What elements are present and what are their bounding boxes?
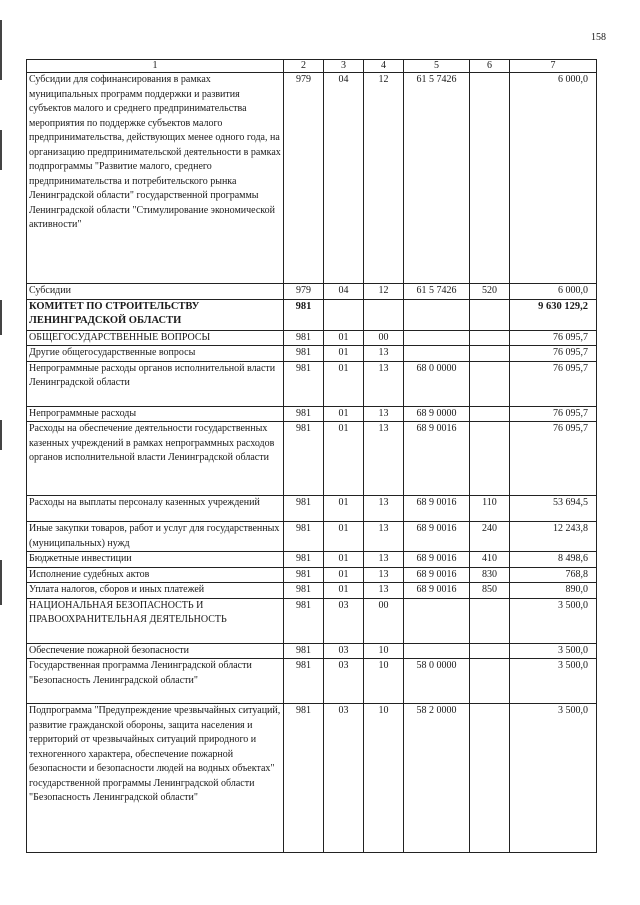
row-target-article: 68 9 0016 xyxy=(404,552,470,568)
row-expense-type xyxy=(470,330,510,346)
row-name: Расходы на обеспечение деятельности государственных казенных учреждений в рамках непрограммных расходов органов исполнительной власти Ленинградской области xyxy=(27,422,284,496)
row-subsection: 00 xyxy=(364,598,404,643)
row-grbs: 981 xyxy=(284,659,324,704)
row-sum: 890,0 xyxy=(510,583,597,599)
row-target-article: 58 0 0000 xyxy=(404,659,470,704)
row-expense-type xyxy=(470,659,510,704)
row-name: Государственная программа Ленинградской области "Безопасность Ленинградской области" xyxy=(27,659,284,704)
row-grbs: 981 xyxy=(284,522,324,552)
row-expense-type xyxy=(470,406,510,422)
row-section: 01 xyxy=(324,583,364,599)
row-section: 01 xyxy=(324,522,364,552)
row-name: ОБЩЕГОСУДАРСТВЕННЫЕ ВОПРОСЫ xyxy=(27,330,284,346)
row-sum: 76 095,7 xyxy=(510,361,597,406)
table-row xyxy=(27,704,597,853)
row-grbs: 981 xyxy=(284,496,324,522)
row-sum: 9 630 129,2 xyxy=(510,299,597,330)
row-name: Непрограммные расходы органов исполнительной власти Ленинградской области xyxy=(27,361,284,406)
row-name: Подпрограмма "Предупреждение чрезвычайных ситуаций, развитие гражданской обороны, защита населения и территорий от чрезвычайных ситуаций природного и техногенного характера, обеспечение пожарной безопасности и безопасности людей на водных объектах" государственной программы Ленинградской области "Безопасность Ленинградской области" xyxy=(27,704,284,853)
row-section: 01 xyxy=(324,552,364,568)
row-target-article xyxy=(404,330,470,346)
row-grbs: 981 xyxy=(284,583,324,599)
row-subsection: 10 xyxy=(364,659,404,704)
table-row xyxy=(27,567,597,583)
table-row xyxy=(27,659,597,704)
table-row xyxy=(27,522,597,552)
row-name: КОМИТЕТ ПО СТРОИТЕЛЬСТВУ ЛЕНИНГРАДСКОЙ ОБЛАСТИ xyxy=(27,299,284,330)
row-section: 01 xyxy=(324,406,364,422)
row-expense-type xyxy=(470,361,510,406)
row-sum: 6 000,0 xyxy=(510,73,597,284)
row-sum: 53 694,5 xyxy=(510,496,597,522)
row-name: Иные закупки товаров, работ и услуг для государственных (муниципальных) нужд xyxy=(27,522,284,552)
row-expense-type xyxy=(470,299,510,330)
row-section: 03 xyxy=(324,659,364,704)
header-cell: 4 xyxy=(364,60,404,73)
row-target-article: 68 9 0016 xyxy=(404,496,470,522)
row-subsection: 10 xyxy=(364,643,404,659)
header-cell: 6 xyxy=(470,60,510,73)
header-cell: 2 xyxy=(284,60,324,73)
row-section: 03 xyxy=(324,704,364,853)
row-target-article: 68 9 0000 xyxy=(404,406,470,422)
row-expense-type xyxy=(470,422,510,496)
row-expense-type xyxy=(470,598,510,643)
row-grbs: 979 xyxy=(284,284,324,300)
row-grbs: 979 xyxy=(284,73,324,284)
row-expense-type xyxy=(470,643,510,659)
row-subsection: 13 xyxy=(364,361,404,406)
row-subsection: 12 xyxy=(364,284,404,300)
row-expense-type: 410 xyxy=(470,552,510,568)
row-sum: 76 095,7 xyxy=(510,346,597,362)
table-row xyxy=(27,330,597,346)
row-name: Субсидии для софинансирования в рамках муниципальных программ поддержки и развития субъектов малого и среднего предпринимательства мероприятия по поддержке субъектов малого предпринимательства, действующих менее одного года, на организацию предпринимательской деятельности в рамках подпрограммы "Развитие малого, среднего предпринимательства и потребительского рынка Ленинградской области" государственной программы Ленинградской области "Стимулирование экономической активности" xyxy=(27,73,284,284)
header-cell: 7 xyxy=(510,60,597,73)
row-expense-type: 850 xyxy=(470,583,510,599)
row-section: 04 xyxy=(324,73,364,284)
row-expense-type: 830 xyxy=(470,567,510,583)
row-sum: 3 500,0 xyxy=(510,643,597,659)
row-target-article xyxy=(404,346,470,362)
row-sum: 76 095,7 xyxy=(510,422,597,496)
row-target-article: 68 0 0000 xyxy=(404,361,470,406)
row-subsection: 13 xyxy=(364,522,404,552)
row-grbs: 981 xyxy=(284,704,324,853)
row-expense-type: 520 xyxy=(470,284,510,300)
row-name: Исполнение судебных актов xyxy=(27,567,284,583)
row-sum: 76 095,7 xyxy=(510,406,597,422)
row-name: Уплата налогов, сборов и иных платежей xyxy=(27,583,284,599)
row-grbs: 981 xyxy=(284,406,324,422)
row-target-article: 58 2 0000 xyxy=(404,704,470,853)
row-target-article xyxy=(404,598,470,643)
row-subsection: 13 xyxy=(364,583,404,599)
row-target-article: 68 9 0016 xyxy=(404,422,470,496)
table-header-row xyxy=(27,60,597,73)
row-expense-type xyxy=(470,704,510,853)
row-expense-type xyxy=(470,73,510,284)
row-grbs: 981 xyxy=(284,598,324,643)
row-subsection xyxy=(364,299,404,330)
table-row xyxy=(27,496,597,522)
row-subsection: 12 xyxy=(364,73,404,284)
row-grbs: 981 xyxy=(284,552,324,568)
row-name: Другие общегосударственные вопросы xyxy=(27,346,284,362)
table-row xyxy=(27,299,597,330)
row-subsection: 13 xyxy=(364,406,404,422)
row-expense-type: 240 xyxy=(470,522,510,552)
row-grbs: 981 xyxy=(284,422,324,496)
row-target-article xyxy=(404,299,470,330)
row-name: Бюджетные инвестиции xyxy=(27,552,284,568)
row-target-article: 61 5 7426 xyxy=(404,73,470,284)
row-section: 03 xyxy=(324,598,364,643)
table-row xyxy=(27,583,597,599)
row-sum: 12 243,8 xyxy=(510,522,597,552)
row-sum: 3 500,0 xyxy=(510,704,597,853)
row-name: Обеспечение пожарной безопасности xyxy=(27,643,284,659)
row-sum: 8 498,6 xyxy=(510,552,597,568)
row-subsection: 13 xyxy=(364,422,404,496)
budget-table xyxy=(26,59,597,853)
row-name: НАЦИОНАЛЬНАЯ БЕЗОПАСНОСТЬ И ПРАВООХРАНИТЕЛЬНАЯ ДЕЯТЕЛЬНОСТЬ xyxy=(27,598,284,643)
page-number: 158 xyxy=(591,32,606,43)
row-section: 01 xyxy=(324,361,364,406)
row-section: 01 xyxy=(324,346,364,362)
row-section: 03 xyxy=(324,643,364,659)
row-sum: 3 500,0 xyxy=(510,659,597,704)
header-cell: 1 xyxy=(27,60,284,73)
row-target-article: 68 9 0016 xyxy=(404,567,470,583)
table-row xyxy=(27,284,597,300)
header-cell: 5 xyxy=(404,60,470,73)
row-subsection: 13 xyxy=(364,346,404,362)
row-grbs: 981 xyxy=(284,299,324,330)
row-sum: 3 500,0 xyxy=(510,598,597,643)
row-grbs: 981 xyxy=(284,643,324,659)
row-expense-type: 110 xyxy=(470,496,510,522)
row-target-article xyxy=(404,643,470,659)
table-row xyxy=(27,422,597,496)
scan-edge-marks xyxy=(0,0,4,905)
row-sum: 6 000,0 xyxy=(510,284,597,300)
row-sum: 768,8 xyxy=(510,567,597,583)
row-name: Расходы на выплаты персоналу казенных учреждений xyxy=(27,496,284,522)
row-subsection: 00 xyxy=(364,330,404,346)
row-section: 01 xyxy=(324,330,364,346)
table-row xyxy=(27,643,597,659)
table-row xyxy=(27,73,597,284)
row-grbs: 981 xyxy=(284,346,324,362)
table-row xyxy=(27,346,597,362)
row-target-article: 61 5 7426 xyxy=(404,284,470,300)
row-grbs: 981 xyxy=(284,330,324,346)
row-name: Субсидии xyxy=(27,284,284,300)
row-name: Непрограммные расходы xyxy=(27,406,284,422)
row-subsection: 10 xyxy=(364,704,404,853)
table-row xyxy=(27,598,597,643)
row-grbs: 981 xyxy=(284,567,324,583)
row-grbs: 981 xyxy=(284,361,324,406)
row-subsection: 13 xyxy=(364,567,404,583)
table-row xyxy=(27,406,597,422)
row-subsection: 13 xyxy=(364,552,404,568)
row-section: 01 xyxy=(324,567,364,583)
table-row xyxy=(27,361,597,406)
row-section xyxy=(324,299,364,330)
row-expense-type xyxy=(470,346,510,362)
row-sum: 76 095,7 xyxy=(510,330,597,346)
table-row xyxy=(27,552,597,568)
row-target-article: 68 9 0016 xyxy=(404,522,470,552)
row-section: 01 xyxy=(324,496,364,522)
row-target-article: 68 9 0016 xyxy=(404,583,470,599)
row-section: 01 xyxy=(324,422,364,496)
row-subsection: 13 xyxy=(364,496,404,522)
row-section: 04 xyxy=(324,284,364,300)
header-cell: 3 xyxy=(324,60,364,73)
